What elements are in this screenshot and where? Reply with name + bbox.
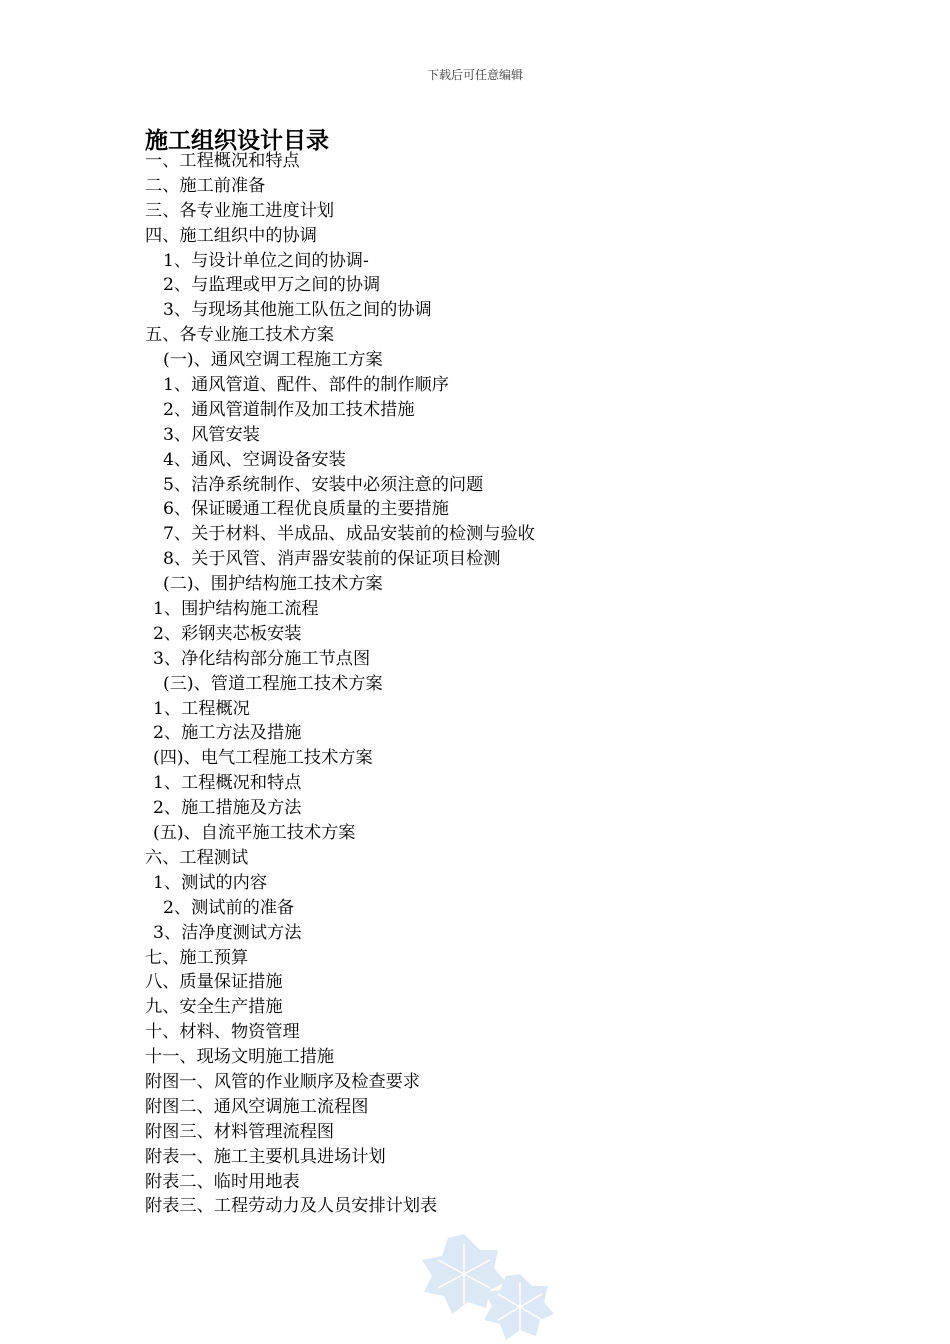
toc-entry: (五)、自流平施工技术方案: [153, 823, 356, 844]
toc-entry: 1、工程概况和特点: [153, 773, 302, 794]
toc-entry: 五、各专业施工技术方案: [145, 325, 335, 346]
toc-entry: 3、洁净度测试方法: [153, 922, 302, 943]
toc-entry: (三)、管道工程施工技术方案: [163, 673, 383, 694]
toc-entry: 二、施工前准备: [145, 175, 266, 196]
toc-entry: 1、测试的内容: [153, 872, 268, 893]
toc-entry: 附图二、通风空调施工流程图: [145, 1096, 369, 1117]
toc-entry: 2、施工方法及措施: [153, 723, 302, 744]
toc-entry: 6、保证暖通工程优良质量的主要措施: [163, 499, 449, 520]
toc-entry: (二)、围护结构施工技术方案: [163, 574, 383, 595]
toc-entry: 1、围护结构施工流程: [153, 599, 319, 620]
toc-entry: 附表三、工程劳动力及人员安排计划表: [145, 1196, 438, 1217]
toc-entry: 2、测试前的准备: [163, 897, 295, 918]
document-title: 施工组织设计目录: [145, 128, 329, 154]
toc-entry: 2、彩钢夹芯板安装: [153, 623, 302, 644]
table-of-contents: [145, 149, 535, 1219]
toc-entry: 1、工程概况: [153, 698, 250, 719]
toc-entry: 附图一、风管的作业顺序及检查要求: [145, 1071, 421, 1092]
toc-entry: 八、质量保证措施: [145, 972, 283, 993]
toc-entry: 5、洁净系统制作、安装中必须注意的问题: [163, 474, 484, 495]
toc-entry: 附表二、临时用地表: [145, 1171, 300, 1192]
toc-entry: 六、工程测试: [145, 847, 249, 868]
toc-entry: 2、与监理或甲万之间的协调: [163, 275, 381, 296]
toc-entry: 七、施工预算: [145, 947, 249, 968]
toc-entry: 十一、现场文明施工措施: [145, 1047, 335, 1068]
toc-entry: 1、通风管道、配件、部件的制作顺序: [163, 375, 449, 396]
toc-entry: 3、净化结构部分施工节点图: [153, 648, 371, 669]
toc-entry: 四、施工组织中的协调: [145, 225, 317, 246]
toc-entry: 8、关于风管、消声器安装前的保证项目检测: [163, 549, 501, 570]
snowflake-watermark-icon: [402, 1230, 562, 1344]
toc-entry: 3、风管安装: [163, 424, 260, 445]
toc-entry: 一、工程概况和特点: [145, 151, 300, 171]
toc-entry: 十、材料、物资管理: [145, 1022, 300, 1043]
toc-entry: 2、通风管道制作及加工技术措施: [163, 399, 415, 420]
toc-entry: 三、各专业施工进度计划: [145, 200, 335, 221]
toc-entry: (一)、通风空调工程施工方案: [163, 350, 383, 371]
toc-entry: 4、通风、空调设备安装: [163, 449, 346, 470]
toc-entry: 附表一、施工主要机具进场计划: [145, 1146, 386, 1167]
toc-entry: 1、与设计单位之间的协调-: [163, 250, 369, 271]
toc-entry: 3、与现场其他施工队伍之间的协调: [163, 300, 432, 321]
toc-entry: (四)、电气工程施工技术方案: [153, 748, 373, 769]
toc-entry: 九、安全生产措施: [145, 997, 283, 1018]
toc-entry: 2、施工措施及方法: [153, 798, 302, 819]
toc-entry: 7、关于材料、半成品、成品安装前的检测与验收: [163, 524, 535, 545]
header-note: 下载后可任意编辑: [426, 68, 523, 82]
toc-entry: 附图三、材料管理流程图: [145, 1121, 335, 1142]
